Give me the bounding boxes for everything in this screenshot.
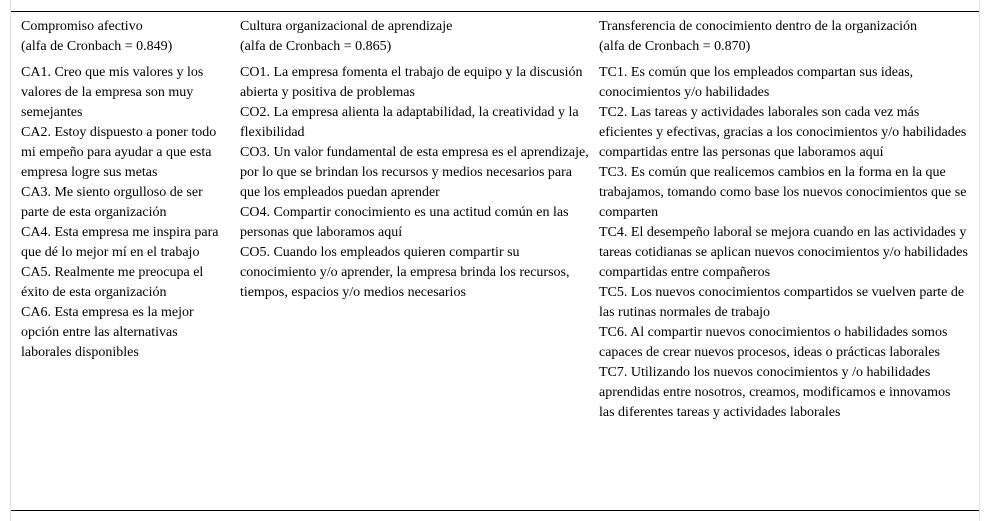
item-tc5: TC5. Los nuevos conocimientos compartidos se vuelven parte de las rutinas normales de trabajo xyxy=(599,285,965,320)
item-co4: CO4. Compartir conocimiento es una actitud común en las personas que laboramos aquí xyxy=(240,205,569,240)
column-alpha: (alfa de Cronbach = 0.870) xyxy=(599,39,751,54)
column-title: Cultura organizacional de aprendizaje xyxy=(240,19,453,34)
item-co3: CO3. Un valor fundamental de esta empresa es el aprendizaje, por lo que se brindan los recursos y medios necesarios para que los empleados puedan aprender xyxy=(240,145,589,200)
item-tc2: TC2. Las tareas y actividades laborales son cada vez más eficientes y efectivas, gracias a los conocimientos y/o habilidades compartidas entre las personas que laboramos aquí xyxy=(599,105,967,160)
item-ca4: CA4. Esta empresa me inspira para que dé lo mejor mí en el trabajo xyxy=(21,225,219,260)
column-header xyxy=(599,17,969,57)
table-top-rule xyxy=(11,11,979,12)
item-tc1: TC1. Es común que los empleados compartan sus ideas, conocimientos y/o habilidades xyxy=(599,65,914,100)
item-list xyxy=(21,63,231,363)
column-alpha: (alfa de Cronbach = 0.865) xyxy=(240,39,392,54)
item-ca6: CA6. Esta empresa es la mejor opción entre las alternativas laborales disponibles xyxy=(21,305,194,360)
column-title: Compromiso afectivo xyxy=(21,19,143,34)
item-ca2: CA2. Estoy dispuesto a poner todo mi empeño para ayudar a que esta empresa logre sus metas xyxy=(21,125,217,180)
column-header xyxy=(240,17,590,57)
item-ca5: CA5. Realmente me preocupa el éxito de esta organización xyxy=(21,265,204,300)
column-title: Transferencia de conocimiento dentro de la organización xyxy=(599,19,917,34)
column-cultura-organizacional xyxy=(240,17,590,303)
item-list xyxy=(599,63,969,423)
table-bottom-rule xyxy=(11,510,979,511)
column-transferencia-conocimiento xyxy=(599,17,969,423)
item-tc3: TC3. Es común que realicemos cambios en la forma en la que trabajamos, tomando como base los nuevos conocimientos que se comparten xyxy=(599,165,967,220)
item-co1: CO1. La empresa fomenta el trabajo de equipo y la discusión abierta y positiva de problemas xyxy=(240,65,583,100)
column-alpha: (alfa de Cronbach = 0.849) xyxy=(21,39,173,54)
table-frame xyxy=(10,0,980,521)
column-compromiso-afectivo xyxy=(21,17,231,363)
item-tc4: TC4. El desempeño laboral se mejora cuando en las actividades y tareas cotidianas se aplican nuevos conocimientos y/o habilidades compartidas entre compañeros xyxy=(599,225,968,280)
item-tc6: TC6. Al compartir nuevos conocimientos o habilidades somos capaces de crear nuevos procesos, ideas o prácticas laborales xyxy=(599,325,948,360)
item-ca1: CA1. Creo que mis valores y los valores de la empresa son muy semejantes xyxy=(21,65,204,120)
item-ca3: CA3. Me siento orgulloso de ser parte de esta organización xyxy=(21,185,203,220)
item-tc7: TC7. Utilizando los nuevos conocimientos y /o habilidades aprendidas entre nosotros, creamos, modificamos e innovamos las diferentes tareas y actividades laborales xyxy=(599,365,951,420)
item-co5: CO5. Cuando los empleados quieren compartir su conocimiento y/o aprender, la empresa brinda los recursos, tiempos, espacios y/o medios necesarios xyxy=(240,245,570,300)
column-header xyxy=(21,17,231,57)
item-co2: CO2. La empresa alienta la adaptabilidad, la creatividad y la flexibilidad xyxy=(240,105,579,140)
item-list xyxy=(240,63,590,303)
